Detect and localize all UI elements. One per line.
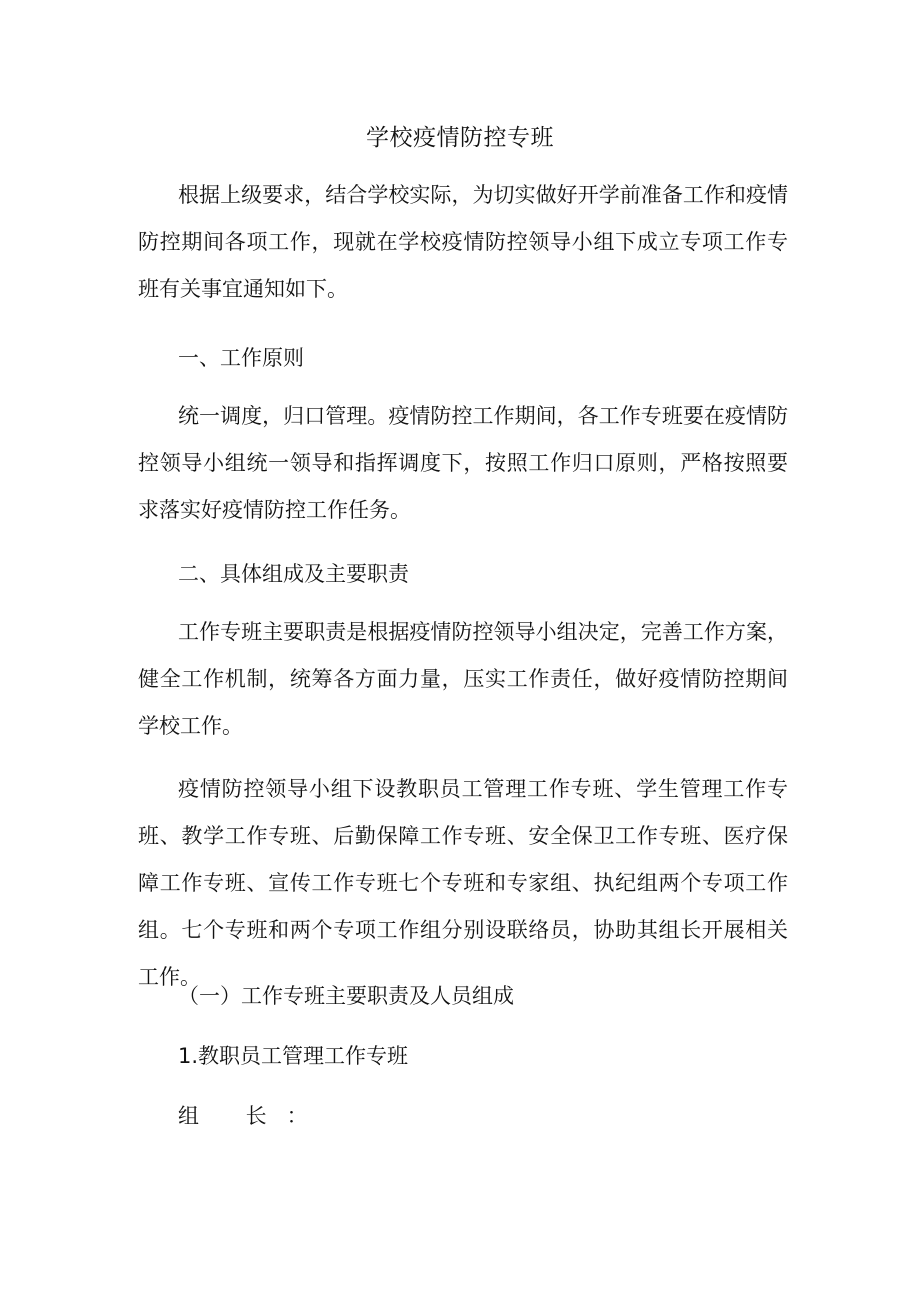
document-title: 学校疫情防控专班 [366, 125, 554, 151]
paragraph-intro: 根据上级要求，结合学校实际，为切实做好开学前准备工作和疫情防控期间各项工作，现就在学校疫情防控领导小组下成立专项工作专班有关事宜通知如下。 [138, 183, 788, 301]
paragraph-principles: 统一调度，归口管理。疫情防控工作期间，各工作专班要在疫情防控领导小组统一领导和指挥调度下，按照工作归口原则，严格按照要求落实好疫情防控工作任务。 [138, 404, 788, 522]
label-group-leader: 组 长： [178, 1104, 328, 1128]
heading-staff-management-team: 1.教职员工管理工作专班 [178, 1044, 409, 1068]
paragraph-duties: 工作专班主要职责是根据疫情防控领导小组决定，完善工作方案，健全工作机制，统筹各方面力量，压实工作责任，做好疫情防控期间学校工作。 [138, 620, 788, 738]
paragraph-structure: 疫情防控领导小组下设教职员工管理工作专班、学生管理工作专班、教学工作专班、后勤保障工作专班、安全保卫工作专班、医疗保障工作专班、宣传工作专班七个专班和专家组、执纪组两个专项工作组。七个专班和两个专项工作组分别设联络员，协助其组长开展相关工作。 [138, 777, 788, 989]
heading-subsection-one: （一）工作专班主要职责及人员组成 [178, 984, 514, 1008]
heading-composition-duties: 二、具体组成及主要职责 [178, 562, 409, 586]
heading-work-principles: 一、工作原则 [178, 346, 304, 370]
